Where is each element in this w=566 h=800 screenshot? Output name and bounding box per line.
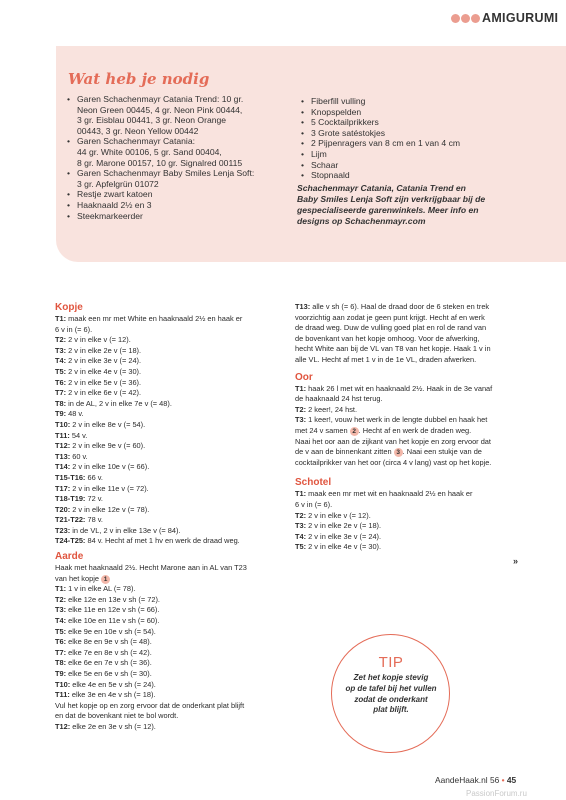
right-column: T13: alle v sh (= 6). Haal de draad door de 6 steken en trek voorzichtig aan zodat je geen punt krijgt. Hecht af en werk de draad weg. Duw de vulling goed plat en rol de rand van de bovenkant van het kopje omhoog. Voor de afwerking, hecht White aan bij de VL van T8 van het kopje. Haak 1 v in alle VL. Hecht af met 1 v in de 1e VL, draden afwerken. Oor T1: haak 26 l met wit en haaknaald 2½. Haak in de 3e vanaf de haaknaald 24 hst terug. T2: 2 keer!, 24 hst. T3: 1 keer!, vouw het werk in de lengte dubbel en haak het met 24 v samen 2 . Hecht af en werk de draden weg. Naai het oor aan de zijkant van het kopje en zorg ervoor dat de v aan de binnenkant zitten 3 . Naai een stukje van de cocktailprikker van het oor (circa 4 v lang) vast op het kopje. Schotel T1: maak een mr met wit en haaknaald 2½ en haak er 6 v in (= 6). T2: 2 v in elke v (= 12). T3: 2 v in elke 2e v (= 18). T4: 2 v in elke 3e v (= 24). T5: 2 v in elke 4e v (= 30). [295,302,539,553]
instruction-row: T4: elke 10e en 11e v sh (= 60). [55,616,160,626]
instruction-row: T14: 2 v in elke 10e v (= 66). [55,462,150,472]
material-item: • Restje zwart katoen [66,189,296,200]
availability-note: Schachenmayr Catania, Catania Trend en Baby Smiles Lenja Soft zijn verkrijgbaar bij de gespecialiseerde garenwinkels. Meer info en designs op Schachenmayr.com [297,183,486,226]
instruction-row: T21-T22: 78 v. [55,515,103,525]
instruction-row: hecht White aan bij de VL van T8 van het kopje. Haak 1 v in [295,344,491,354]
material-item: • Garen Schachenmayr Catania: 44 gr. White 00106, 5 gr. Sand 00404, 8 gr. Marone 00157, 10 gr. Signalred 00115 [66,136,296,168]
instruction-row: de bovenkant van het kopje omhoog. Voor de afwerking, [295,333,480,343]
instruction-row: T11: elke 3e en 4e v sh (= 18). [55,690,156,700]
instruction-row: T2: 2 v in elke v (= 12). [55,335,131,345]
step-badge: 1 [101,575,110,584]
kopje-instructions [55,314,288,547]
instruction-row: T15-T16: 66 v. [55,472,103,482]
instruction-row: T13: 60 v. [55,451,88,461]
instruction-row: de draad weg. Duw de vulling goed plat en rol de rand van [295,323,487,333]
magazine-name: AandeHaak.nl 56 [435,775,500,785]
footer-separator: • [501,775,505,785]
instruction-row: 6 v in (= 6). [295,499,333,509]
aarde-intro-2: van het kopje 1 [55,574,288,585]
aarde-intro: Haak met haaknaald 2½. Hecht Marone aan in AL van T23 [55,563,247,573]
instruction-row: T20: 2 v in elke 12e v (= 78). [55,504,150,514]
instruction-row: T5: elke 9e en 10e v sh (= 54). [55,626,156,636]
step-badge: 2 [350,427,359,436]
instruction-row: T9: 48 v. [55,409,84,419]
material-item: • Steekmarkeerder [66,211,296,222]
page-number: 45 [506,775,517,785]
instruction-row: T23: in de VL, 2 v in elke 13e v (= 84). [55,525,181,535]
material-item: • Fiberfill vulling [300,96,540,107]
material-item: • Lijm [300,149,540,160]
section-heading-kopje: Kopje [55,302,83,313]
instruction-row: T6: 2 v in elke 5e v (= 36). [55,377,142,387]
instruction-row: T3: 2 v in elke 2e v (= 18). [295,521,382,531]
materials-title: Wat heb je nodig [68,70,210,88]
instruction-row: T8: elke 6e en 7e v sh (= 36). [55,658,152,668]
instruction-row: T9: elke 5e en 6e v sh (= 30). [55,669,152,678]
instruction-row: T5: 2 v in elke 4e v (= 30). [55,366,142,376]
material-item: • 5 Cocktailprikkers [300,117,540,128]
instruction-row: T1: maak een mr met White en haaknaald 2½ en haak er [55,314,243,323]
step-badge: 3 [394,448,403,457]
material-item: • Garen Schachenmayr Baby Smiles Lenja Soft: 3 gr. Apfelgrün 01072 [66,168,296,189]
aarde-last-row: T12: elke 2e en 3e v sh (= 12). [55,721,156,731]
section-heading-aarde: Aarde [55,551,84,563]
tip-title: TIP [378,654,404,671]
material-item: • 3 Grote satéstokjes [300,128,540,139]
instruction-row: T1: maak een mr met wit en haaknaald 2½ en haak er [295,489,473,499]
header-dots [451,14,480,23]
material-item: • Knopspelden [300,107,540,118]
instruction-row: T8: in de AL, 2 v in elke 7e v (= 48). [55,398,172,408]
aarde-note-2: en dat de bovenkant niet te bol wordt. [55,711,179,721]
page-footer [435,775,516,785]
instruction-row: T17: 2 v in elke 11e v (= 72). [55,483,149,493]
section-heading-schotel: Schotel [295,477,332,489]
continue-arrow-icon: » [513,556,519,566]
section-title: AMIGURUMI [482,11,559,25]
section-heading-oor: Oor [295,371,313,383]
instruction-row: alle VL. Hecht af met 1 v in de 1e VL, draden afwerken. [295,354,477,364]
instruction-row: T7: 2 v in elke 6e v (= 42). [55,388,142,398]
material-item: • Haaknaald 2½ en 3 [66,200,296,211]
watermark: PassionForum.ru [466,789,527,798]
material-item: • Schaar [300,160,540,171]
instruction-row: T3: elke 11e en 12e v sh (= 66). [55,605,160,615]
aarde-instructions [55,584,288,701]
instruction-row: T4: 2 v in elke 3e v (= 24). [55,356,142,366]
schotel-instructions [295,489,539,553]
instruction-row: T10: elke 4e en 5e v sh (= 24). [55,679,156,689]
material-item: • 2 Pijpenragers van 8 cm en 1 van 4 cm [300,138,540,149]
instruction-row: T12: 2 v in elke 9e v (= 60). [55,441,146,451]
instruction-row: T13: alle v sh (= 6). Haal de draad door de 6 steken en trek [295,302,490,311]
aarde-note: Vul het kopje op en zorg ervoor dat de onderkant plat blijft [55,700,245,710]
material-item: • Garen Schachenmayr Catania Trend: 10 gr. Neon Green 00445, 4 gr. Neon Pink 00444, 3 gr. Eisblau 00441, 3 gr. Neon Orange 00443, 3 gr. Neon Yellow 00442 [66,94,296,136]
instruction-row: T10: 2 v in elke 8e v (= 54). [55,419,146,429]
materials-list-2 [300,96,540,181]
instruction-row: T11: 54 v. [55,430,88,440]
instruction-row: T4: 2 v in elke 3e v (= 24). [295,531,382,541]
instruction-row: T5: 2 v in elke 4e v (= 30). [295,542,382,552]
instruction-row: 6 v in (= 6). [55,324,93,334]
instruction-row: T1: 1 v in elke AL (= 78). [55,584,136,594]
materials-list-1 [66,94,296,221]
instruction-row: T2: 2 v in elke v (= 12). [295,510,371,520]
t13-instructions [295,302,539,366]
tip-text: Zet het kopje stevig op de tafel bij het vullen zodat de onderkant plat blijft. [345,673,437,715]
instruction-row: T7: elke 7e en 8e v sh (= 42). [55,647,152,657]
left-column [55,301,288,733]
material-item: • Stopnaald [300,170,540,181]
instruction-row: T18-T19: 72 v. [55,494,103,504]
instruction-row: T3: 2 v in elke 2e v (= 18). [55,345,142,355]
instruction-row: T24-T25: 84 v. Hecht af met 1 hv en werk de draad weg. [55,536,240,546]
instruction-row: T6: elke 8e en 9e v sh (= 48). [55,637,152,647]
instruction-row: voorzichtig aan zodat je geen punt krijgt. Hecht af en werk [295,312,485,322]
instruction-row: T2: elke 12e en 13e v sh (= 72). [55,594,160,604]
